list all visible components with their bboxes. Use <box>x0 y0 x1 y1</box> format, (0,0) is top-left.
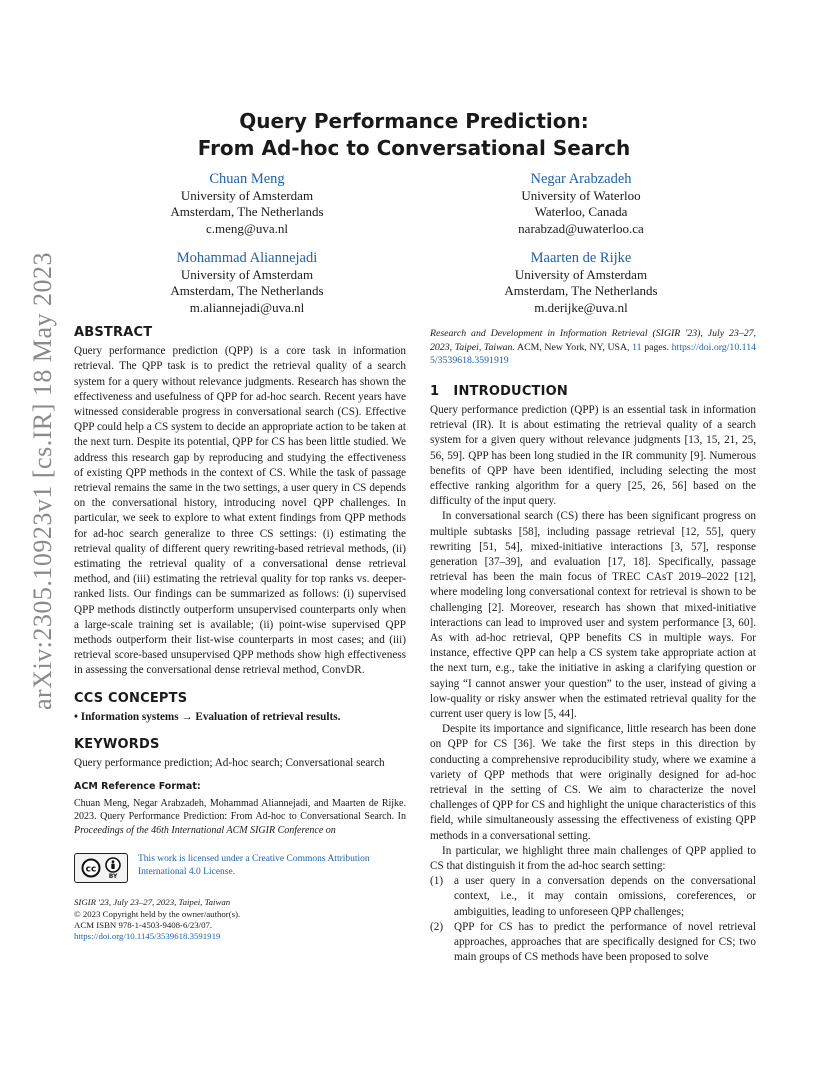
ccs-text: • Information systems → Evaluation of retrieval results. <box>74 710 341 723</box>
acm-ref-text <box>74 797 406 838</box>
right-meta-pages[interactable]: 11 <box>632 341 642 353</box>
acm-ref-body: Chuan Meng, Negar Arabzadeh, Mohammad Aliannejadi, and Maarten de Rijke. 2023. Query Performance Prediction: From Ad-hoc to Conversational Search. In <box>74 797 406 823</box>
acm-ref-venue: Proceedings of the 46th International ACM SIGIR Conference on <box>74 824 336 836</box>
author-affiliation: University of Amsterdam <box>180 188 314 203</box>
right-column <box>430 327 756 966</box>
title-line-2: From Ad-hoc to Conversational Search <box>197 136 631 160</box>
abstract-text: Query performance prediction (QPP) is a core task in information retrieval. The QPP task is to predict the retrieval quality of a search system for a query without relevance judgments. Research has shown the effectiveness and usefulness of QPP for ad-hoc search. Recent years have witnessed considerable progress in conversational search (CS). Effective QPP could help a CS system to decide an appropriate action to be taken at the next turn. Despite its potential, QPP for CS has been little studied. We address this research gap by reproducing and studying the effectiveness of existing QPP methods in the context of CS. While the task of passage retrieval remains the same in the two settings, a user query in CS depends on the conversational history, introducing novel QPP challenges. In particular, we seek to explore to what extent findings from QPP methods for ad-hoc search generalize to three CS settings: (i) estimating the retrieval quality of different query rewriting-based retrieval methods, (ii) estimating the retrieval quality of a conversational dense retrieval method, and (iii) estimating the retrieval quality for top ranks vs. deeper-ranked lists. Our findings can be summarized as follows: (i) supervised QPP methods distinctly outperform unsupervised counterparts only when a large-scale training set is available; (ii) point-wise supervised QPP methods outperform their list-wise counterparts in most cases; and (iii) retrieval score-based unsupervised QPP methods show high effectiveness in assessing the conversational dense retrieval method, ConvDR. <box>74 345 406 677</box>
acm-ref-continued <box>430 327 756 368</box>
list-item-number: (1) <box>430 875 444 888</box>
list-item-text: a user query in a conversation depends on the conversational context, i.e., it may contain omissions, coreferences, or ambiguities, leading to unforeseen QPP challenges; <box>454 875 756 918</box>
footer-conf: SIGIR '23, July 23–27, 2023, Taipei, Taiwan <box>74 897 231 908</box>
acm-ref-heading: ACM Reference Format: <box>74 781 201 793</box>
author-email: narabzad@uwaterloo.ca <box>518 220 644 236</box>
cc-icon <box>81 858 101 878</box>
footer-doi-link[interactable]: https://doi.org/10.1145/3539618.3591919 <box>74 931 221 942</box>
list-item <box>430 920 756 966</box>
footer-isbn: ACM ISBN 978-1-4503-9408-6/23/07. <box>74 920 213 930</box>
author-email: c.meng@uva.nl <box>205 220 288 236</box>
keywords-text: Query performance prediction; Ad-hoc search; Conversational search <box>74 757 385 770</box>
author-affiliation: University of Amsterdam <box>514 267 648 282</box>
author-affiliation: University of Waterloo <box>521 188 641 203</box>
keywords-heading: KEYWORDS <box>74 737 160 753</box>
intro-paragraph-3: Despite its importance and significance, little research has been done on QPP for CS [36]. We take the first steps in this direction by conducting a comprehensive reproducibility study, where we examine a variety of QPP methods that were originally designed for ad-hoc retrieval in the setting of CS. We aim to characterize the novel challenges of QPP for CS and highlight the unique characteristics of this field, while simultaneously assessing the effectiveness of existing QPP methods in a conversational setting. <box>430 723 756 842</box>
by-label: BY <box>108 872 118 880</box>
author-email: m.derijke@uva.nl <box>534 299 628 315</box>
author-location: Waterloo, Canada <box>534 204 628 220</box>
ccs-heading: CCS CONCEPTS <box>74 690 188 706</box>
right-meta-pages-suffix: pages. <box>641 341 672 353</box>
author-block <box>112 249 382 316</box>
person-icon <box>105 857 121 873</box>
license-block <box>74 853 406 883</box>
author-name[interactable]: Mohammad Aliannejadi <box>176 250 318 266</box>
title-line-1: Query Performance Prediction: <box>239 109 589 133</box>
intro-paragraph-2: In conversational search (CS) there has been significant progress on multiple subtasks [58], including passage retrieval [12, 55], query rewriting [51, 54], mixed-initiative interactions [3, 57], response generation [37–39], and evaluation [17, 18]. Specifically, passage retrieval has been the main focus of TREC CAsT 2019–2022 [12], where modeling long conversational context for retrieval is shown to be challenging [2]. Moreover, research has shown that mixed-initiative interactions can lead to improved user and system performance [3, 60]. As with ad-hoc retrieval, QPP benefits CS in multiple ways. For instance, effective QPP can help a CS system take appropriate action at the next turn, e.g., take the initiative in asking a clarifying question or saying “I cannot answer your question” to the user, instead of giving a low-quality or risky answer when the estimated retrieval quality for the current user query is low [5, 44]. <box>430 510 756 721</box>
author-name[interactable]: Chuan Meng <box>209 171 285 187</box>
license-link[interactable]: This work is licensed under a Creative Commons Attribution International 4.0 License. <box>138 854 370 877</box>
author-email: m.aliannejadi@uva.nl <box>189 299 305 315</box>
author-name[interactable]: Maarten de Rijke <box>530 250 632 266</box>
right-meta-venue: Research and Development in Information Retrieval (SIGIR '23), July 23–27, 2023, Taipei, Taiwan. <box>430 328 756 353</box>
cc-by-badge[interactable] <box>74 853 128 883</box>
author-location: Amsterdam, The Netherlands <box>504 283 658 299</box>
list-item-text: QPP for CS has to predict the performance of novel retrieval approaches, approaches that are specifically designed for CS; two main groups of CS methods have been proposed to solve <box>454 920 756 964</box>
copyright-footer <box>74 897 406 943</box>
author-block <box>446 170 716 237</box>
list-item-number: (2) <box>430 920 444 933</box>
footer-copyright: © 2023 Copyright held by the owner/author(s). <box>74 908 241 919</box>
right-meta-doi-link[interactable]: https://doi.org/10.1145/3539618.3591919 <box>430 341 757 367</box>
svg-text:cc: cc <box>85 864 97 875</box>
arxiv-stamp <box>18 251 68 711</box>
intro-paragraph-4: In particular, we highlight three main challenges of QPP applied to CS that distinguish it from the ad-hoc search setting: <box>430 844 756 873</box>
arxiv-stamp-text: arXiv:2305.10923v1 [cs.IR] 18 May 2023 <box>28 251 57 711</box>
right-meta-publisher: ACM, New York, NY, USA, <box>514 341 633 353</box>
author-location: Amsterdam, The Netherlands <box>170 283 324 299</box>
left-column <box>74 325 406 943</box>
abstract-heading: ABSTRACT <box>74 325 153 340</box>
intro-heading: 1 INTRODUCTION <box>430 383 568 399</box>
author-block <box>446 249 716 316</box>
by-icon-group <box>105 857 121 880</box>
list-item <box>430 874 756 920</box>
author-location: Amsterdam, The Netherlands <box>170 204 324 220</box>
paper-title <box>74 108 754 162</box>
acm-reference <box>74 779 406 837</box>
author-affiliation: University of Amsterdam <box>180 267 314 282</box>
intro-paragraph-1: Query performance prediction (QPP) is an essential task in information retrieval (IR). It is about estimating the retrieval quality of a search system for a given query without relevance judgments [13, 15, 21, 25, 56, 59]. QPP has been long studied in the IR community [9]. Numerous benefits of QPP have been identified, including selecting the most effective ranking algorithm for a query [25, 26, 56] based on the difficulty of the input query. <box>430 403 756 508</box>
author-block <box>112 170 382 237</box>
author-name[interactable]: Negar Arabzadeh <box>530 171 632 187</box>
